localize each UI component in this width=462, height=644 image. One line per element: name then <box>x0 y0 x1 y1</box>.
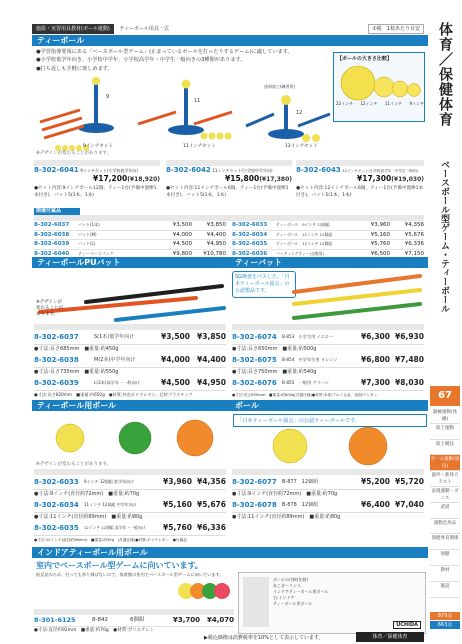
set3-label: 12インチセット <box>285 144 318 149</box>
set3-price-tax: (¥19,030) <box>391 176 424 183</box>
side-tab[interactable]: 保健体育関係 <box>430 534 460 550</box>
section-title-teeball-ball: ティーボール用ボール <box>32 400 231 411</box>
pu-spec: ●寸法:長さ685mm ■重量:約450g <box>34 346 119 352</box>
section-title-pu-bat: ティーボールPUバット <box>32 257 231 268</box>
side-tab[interactable]: 陸上競技 <box>430 440 460 456</box>
teeball-ball-row: 8-302-6035 12インチ 12個組 高学年・一般向け ¥5,760 ¥6,336 <box>34 521 226 536</box>
pu-row: 8-302-6037 S(1本)低学年向け ¥3,500 ¥3,850 <box>34 330 226 345</box>
ball-row: 8-302-6078 B-878 12個組 ¥6,400 ¥7,040 <box>232 498 424 513</box>
side-count-2: 663点 <box>430 621 460 629</box>
side-tab[interactable]: 教材 <box>430 566 460 582</box>
set1-name: 9インチセット(小学校低学年向) <box>80 168 138 173</box>
section-title-indoor-ball: インドアティーボール用ボール <box>32 547 429 558</box>
indoor-description: 低反発のため、打っても余り飛ばないので、体育館の室内でベースボール型ゲームに向いています。 <box>36 572 224 577</box>
set3-contents: ●セット内容:12インチボール6個、ティー1台(予備中置棒1本付き)、バット5(1本、1本) <box>296 186 424 198</box>
ball-label-11: 11 <box>194 98 201 104</box>
indoor-photo-box <box>238 572 426 634</box>
set2-name: 11インチセット(小学校中学年向) <box>212 168 273 173</box>
pu-row: 8-302-6038 M(2本)中学年向け ¥4,000 ¥4,400 <box>34 353 226 368</box>
ball-spec: ●寸法:9インチ(直径約72mm) ■重量:約70g <box>232 491 338 497</box>
ball-table <box>232 469 424 521</box>
set1-price: ¥17,200 <box>93 174 128 183</box>
price-legend: ①税 1校あたり目安 <box>368 24 424 34</box>
set1-label: 9インチセット <box>83 144 113 149</box>
parts-row: 8-302-6033 ティーボール 9インチ 12個組 ¥3,960 ¥4,356 <box>232 221 424 231</box>
ball-row: 8-302-6077 B-877 12個組 ¥5,200 ¥5,720 <box>232 475 424 490</box>
parts-row: 8-302-6039 バット(L) ¥4,500 ¥4,950 <box>34 240 226 250</box>
breadcrumb-subcategory: ティーボール用具一式 <box>119 26 169 32</box>
ball-illustration <box>250 426 410 466</box>
ballsize-label-9: 9インチ <box>409 101 424 106</box>
pu-bat-table <box>34 324 226 399</box>
tee-bat-spec: ●寸法:長さ835mm ■重量:約600g(共通仕様)●材質:本体/アルミ合金、表面/ウレタン <box>232 393 378 397</box>
section-title-tee-bat: ティーバット <box>230 257 429 268</box>
teeball-bullet-3: ●打ち返しも手軽に楽しめます。 <box>36 65 113 72</box>
set3-pricebox <box>296 160 424 199</box>
parts-table <box>34 208 424 257</box>
set1-contents: ●セット内容:9インチボール12個、ティー1台(予備中置棒1本付き)、バット5(1本、1本) <box>34 186 157 198</box>
tee-bat-row: 8-302-6074 B-853 小学生用 イエロー ¥6,300 ¥6,930 <box>232 330 424 345</box>
ballsize-title: 【ボールの大きさ比較】 <box>337 56 392 62</box>
side-tab[interactable]: 陸上運動 <box>430 424 460 440</box>
side-tab[interactable]: 器外・新体力テスト <box>431 473 459 486</box>
ballsize-illustration <box>334 63 424 121</box>
parts-row: 8-302-6040 ティーベースパック ¥9,800 ¥10,780 <box>34 250 226 260</box>
teeball-bullet-1: ●学習指導要領にある「ベースボール型ゲーム」(止まっているボールを打ったりするゲーム)に適しています。 <box>36 49 293 55</box>
callout-text: 塗料加工(練習用) <box>264 84 296 89</box>
set2-price-tax: (¥17,380) <box>259 176 292 183</box>
set2-code: 8-302-6042 <box>166 166 211 174</box>
side-tab[interactable]: 施設 <box>430 582 460 598</box>
set2-pricebox <box>166 160 292 199</box>
set2-label: 11インチセット <box>183 144 216 149</box>
parts-row: 8-302-6036 バッティングティー(交換用) ¥6,500 ¥7,150 <box>232 250 424 260</box>
page-number: 67 <box>430 386 460 406</box>
side-subcategory: ベースボール型ゲーム・ティーボール <box>439 160 449 313</box>
parts-left-list <box>34 221 226 259</box>
side-tab[interactable]: 器械運動(体操) <box>430 408 460 424</box>
teeball-ball-table <box>34 469 226 544</box>
parts-right-list <box>232 221 424 259</box>
side-count-1: 879点 <box>430 612 460 620</box>
side-tab[interactable]: 表現運動・ダンス <box>431 488 459 501</box>
ball-label-9: 9 <box>106 94 110 100</box>
side-category-title: 体育／保健体育 <box>437 22 453 127</box>
teeball-ball-note: ※デザインが変わることがあります。 <box>36 462 112 467</box>
parts-row: 8-302-6037 バット(1本) ¥3,500 ¥3,850 <box>34 221 226 231</box>
set1-code: 8-302-6041 <box>34 166 79 174</box>
pu-spec: ●寸法:長さ820mm ■重量:約650g ●材質:外皮ポリウレタン、芯材プラスチック <box>34 392 193 397</box>
breadcrumb-category: 施設・実習用具教材(ボール運動) <box>32 24 114 34</box>
side-index <box>428 0 462 644</box>
teeball-ball-spec: ●寸法:12インチ(直径約96mm) ■重量:約95g (共通仕様)●材質:ポリウレタン ●付属品 <box>34 538 188 542</box>
ball-spec: ●寸法:11インチ(直径約89mm) ■重量:約80g <box>232 514 341 520</box>
set2-contents: ●セット内容:11インチボール6個、ティー1台(予備中置棒1本付き)、バット5(1本、1本) <box>166 186 289 198</box>
tee-bat-spec: ●寸法:長さ650mm ■重量:約500g <box>232 346 317 352</box>
ballsize-label-11: 11インチ <box>384 101 403 106</box>
footer-note: ▶税込価格は消費税率を10%として表示しています。 <box>204 635 324 641</box>
set3-price: ¥17,300 <box>357 174 392 183</box>
parts-row: 8-302-6038 バット(M) ¥4,000 ¥4,400 <box>34 231 226 241</box>
teeball-bullet-2: ●小学校低学年向き、小学校中学年、小学校高学年・中学生一般向きの3種類があります。 <box>36 57 246 64</box>
indoor-row: 8-301-6125 8-842 6個組 ¥3,700 ¥4,070 <box>34 615 234 627</box>
tee-bat-row: 8-302-6075 B-854 中学年生用 オレンジ ¥6,800 ¥7,480 <box>232 353 424 368</box>
set3-name: 12インチセット(小学校高学年・中学生一般向) <box>342 169 418 173</box>
teeball-ball-spec: ●寸法:11インチ(直径約89mm) ■重量:約80g <box>34 514 143 520</box>
parts-row: 8-302-6034 ティーボール 11インチ 12個組 ¥5,160 ¥5,676 <box>232 231 424 241</box>
indoor-spec: ●寸法:直径約92mm ■重量:約70g ●材質:ポリエチレン <box>34 628 155 633</box>
indoor-ball-illustration <box>176 577 236 605</box>
teeball-ball-row: 8-302-6034 11インチ 12個組 中学年向け ¥5,160 ¥5,676 <box>34 498 226 513</box>
section-title-teeball: ティーボール <box>32 35 429 46</box>
section-title-ball: ボール <box>230 400 429 411</box>
indoor-table <box>34 609 234 635</box>
side-tab-active[interactable]: ボール運動(球技) <box>430 457 460 470</box>
ballsize-comparison-box <box>333 52 425 122</box>
teeball-ball-spec: ●寸法:9インチ(直径約72mm) ■重量:約70g <box>34 491 140 497</box>
tee-bat-table <box>232 324 424 399</box>
side-tab[interactable]: 運動会用品 <box>430 519 460 535</box>
indoor-photo-caption: ボールの比較(比較) あこガーリンス インドアティーボール用ボール 右:インドア ティーボール用ボール <box>273 577 329 606</box>
set1-price-tax: (¥18,920) <box>127 176 160 183</box>
teeball-ball-illustration <box>40 414 220 460</box>
set2-price: ¥15,800 <box>225 174 260 183</box>
breadcrumb <box>32 24 424 34</box>
teeball-ball-row: 8-302-6033 9インチ 12個組 低学年向け ¥3,960 ¥4,356 <box>34 475 226 490</box>
indoor-photo <box>243 577 269 627</box>
design-note: ※デザインが変わることがあります。 <box>36 151 112 156</box>
parts-row: 8-302-6035 ティーボール 12インチ 12個組 ¥5,760 ¥6,336 <box>232 240 424 250</box>
brand-logo: UCHIDA <box>393 621 421 629</box>
set1-pricebox <box>34 160 160 199</box>
tee-bat-bubble: SG検査をパスした、「日本ティーボール協会」の公認製品です。 <box>232 271 296 298</box>
tee-bat-spec: ●寸法:長さ750mm ■重量:約540g <box>232 369 317 375</box>
pu-spec: ●寸法:長さ735mm ■重量:約550g <box>34 369 119 375</box>
ball-label-12: 12 <box>296 110 303 116</box>
pu-design-note: ※デザインが変わることがあります。 <box>36 300 63 317</box>
side-tab[interactable]: 保健 <box>430 550 460 566</box>
tee-bat-row: 8-302-6076 B-855 一般用 グリーン ¥7,300 ¥8,030 <box>232 376 424 391</box>
side-tab[interactable]: 武道 <box>430 503 460 519</box>
ballsize-label-12: 12インチ <box>360 101 378 106</box>
ball-bubble: 「日本ティーボール協会」の公認ティーボールです。 <box>233 414 427 427</box>
tee-bat-illustration <box>290 270 424 324</box>
set3-code: 8-302-6043 <box>296 166 341 174</box>
footer-badge: 体育／保健体育 <box>356 632 424 642</box>
side-tabs <box>430 408 460 598</box>
teeball-description <box>36 48 326 73</box>
parts-title: 関連付属品 <box>34 208 80 215</box>
indoor-lead: 室内でベースボール型ゲームに向いています。 <box>36 561 203 570</box>
pu-row: 8-302-6039 L(3本)高学年・一般向け ¥4,500 ¥4,950 <box>34 376 226 391</box>
ballsize-label-22: 22インチ <box>336 101 354 106</box>
